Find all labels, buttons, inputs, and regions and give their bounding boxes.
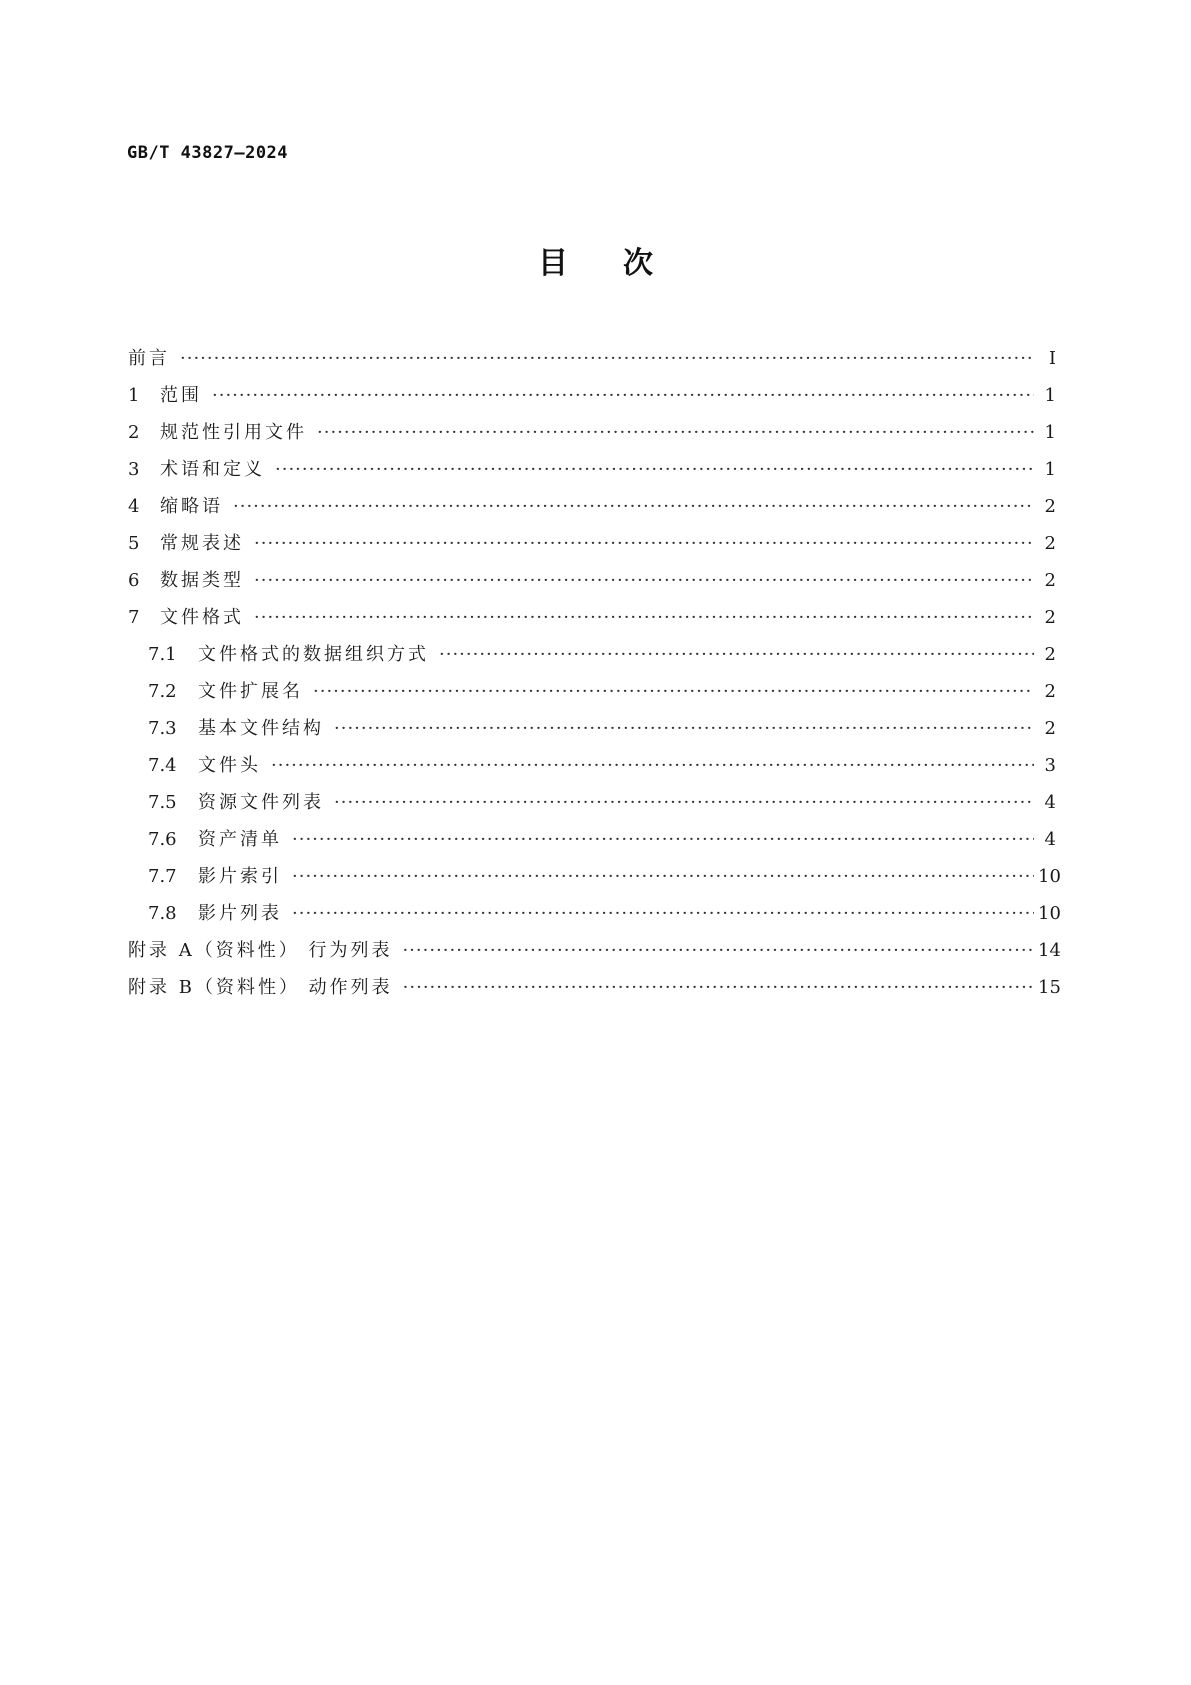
- toc-entry-number: 4: [128, 496, 140, 517]
- toc-entry-number: 7.5: [148, 792, 177, 813]
- toc-entry-label: 范围: [160, 385, 202, 406]
- toc-entry-number: 5: [128, 533, 140, 554]
- toc-entry-number: 7.1: [148, 644, 177, 665]
- toc-entry-page: 10: [1038, 866, 1061, 887]
- toc-entry-label: 常规表述: [160, 533, 244, 554]
- toc-entry-page: 2: [1044, 533, 1056, 554]
- toc-entry-number: 7.4: [148, 755, 177, 776]
- toc-entry-label: 文件头: [198, 755, 261, 776]
- toc-title: 目次: [538, 246, 708, 281]
- toc-entry[interactable]: [128, 932, 1061, 969]
- toc-entry[interactable]: [128, 784, 1056, 821]
- toc-entry-label: 资源文件列表: [198, 792, 324, 813]
- toc-entry-label: 附录 B（资料性） 动作列表: [128, 977, 393, 998]
- toc-entry-label: 缩略语: [160, 496, 223, 517]
- toc-entry[interactable]: [128, 747, 1056, 784]
- toc-entry[interactable]: [128, 636, 1056, 673]
- toc-entry-number: 3: [128, 459, 140, 480]
- toc-entry-label: 数据类型: [160, 570, 244, 591]
- toc-dot-leader: [313, 673, 1034, 710]
- toc-entry-number: 7.3: [148, 718, 177, 739]
- toc-dot-leader: [439, 636, 1034, 673]
- toc-dot-leader: [334, 784, 1034, 821]
- toc-dot-leader: [317, 414, 1034, 451]
- toc-entry-label: 文件格式: [160, 607, 244, 628]
- toc-dot-leader: [212, 377, 1034, 414]
- toc-entry-label: 资产清单: [198, 829, 282, 850]
- toc-entry-page: 2: [1044, 607, 1056, 628]
- toc-entry-page: 2: [1044, 496, 1056, 517]
- toc-dot-leader: [180, 340, 1034, 377]
- toc-entry-page: Ⅰ: [1048, 348, 1056, 369]
- toc-entry-number: 7.8: [148, 903, 177, 924]
- toc-entry-number: 7.2: [148, 681, 177, 702]
- toc-dot-leader: [334, 710, 1034, 747]
- toc-entry-number: 7.7: [148, 866, 177, 887]
- toc-entry-page: 2: [1044, 718, 1056, 739]
- toc-entry[interactable]: [128, 599, 1056, 636]
- toc-dot-leader: [271, 747, 1034, 784]
- toc-entry[interactable]: [128, 821, 1056, 858]
- toc-entry-page: 3: [1044, 755, 1056, 776]
- toc-entry[interactable]: [128, 710, 1056, 747]
- table-of-contents: [128, 340, 1061, 1006]
- toc-entry-number: 6: [128, 570, 140, 591]
- toc-dot-leader: [292, 858, 1034, 895]
- toc-dot-leader: [233, 488, 1034, 525]
- toc-entry-number: 1: [128, 385, 140, 406]
- toc-entry[interactable]: [128, 673, 1056, 710]
- toc-entry-page: 2: [1044, 644, 1056, 665]
- toc-entry[interactable]: [128, 562, 1056, 599]
- toc-entry-page: 15: [1038, 977, 1061, 998]
- toc-entry-page: 2: [1044, 681, 1056, 702]
- toc-dot-leader: [402, 932, 1034, 969]
- toc-entry-label: 文件扩展名: [198, 681, 303, 702]
- toc-entry-label: 附录 A（资料性） 行为列表: [128, 940, 393, 961]
- toc-dot-leader: [254, 562, 1034, 599]
- toc-entry-number: 7.6: [148, 829, 177, 850]
- toc-entry-label: 前言: [128, 348, 170, 369]
- toc-entry[interactable]: [128, 451, 1056, 488]
- toc-entry-label: 影片索引: [198, 866, 282, 887]
- toc-entry-page: 1: [1044, 422, 1056, 443]
- toc-entry[interactable]: [128, 488, 1056, 525]
- toc-entry[interactable]: [128, 525, 1056, 562]
- toc-entry-page: 4: [1044, 792, 1056, 813]
- toc-dot-leader: [292, 821, 1034, 858]
- toc-dot-leader: [254, 525, 1034, 562]
- toc-entry-page: 10: [1038, 903, 1061, 924]
- toc-entry-page: 1: [1044, 459, 1056, 480]
- toc-entry-number: 7: [128, 607, 140, 628]
- toc-entry[interactable]: [128, 895, 1061, 932]
- toc-entry-page: 2: [1044, 570, 1056, 591]
- toc-entry-number: 2: [128, 422, 140, 443]
- toc-entry-label: 规范性引用文件: [160, 422, 307, 443]
- toc-dot-leader: [275, 451, 1034, 488]
- toc-entry[interactable]: [128, 340, 1056, 377]
- toc-entry[interactable]: [128, 377, 1056, 414]
- toc-entry[interactable]: [128, 858, 1061, 895]
- toc-entry-page: 1: [1044, 385, 1056, 406]
- toc-dot-leader: [403, 969, 1034, 1006]
- toc-entry-label: 术语和定义: [160, 459, 265, 480]
- toc-entry[interactable]: [128, 969, 1061, 1006]
- toc-entry-label: 影片列表: [198, 903, 282, 924]
- standard-code: GB/T 43827—2024: [127, 143, 289, 163]
- toc-dot-leader: [292, 895, 1034, 932]
- toc-entry-label: 文件格式的数据组织方式: [198, 644, 429, 665]
- toc-entry-page: 14: [1038, 940, 1061, 961]
- toc-entry-page: 4: [1044, 829, 1056, 850]
- toc-dot-leader: [254, 599, 1034, 636]
- toc-entry[interactable]: [128, 414, 1056, 451]
- toc-entry-label: 基本文件结构: [198, 718, 324, 739]
